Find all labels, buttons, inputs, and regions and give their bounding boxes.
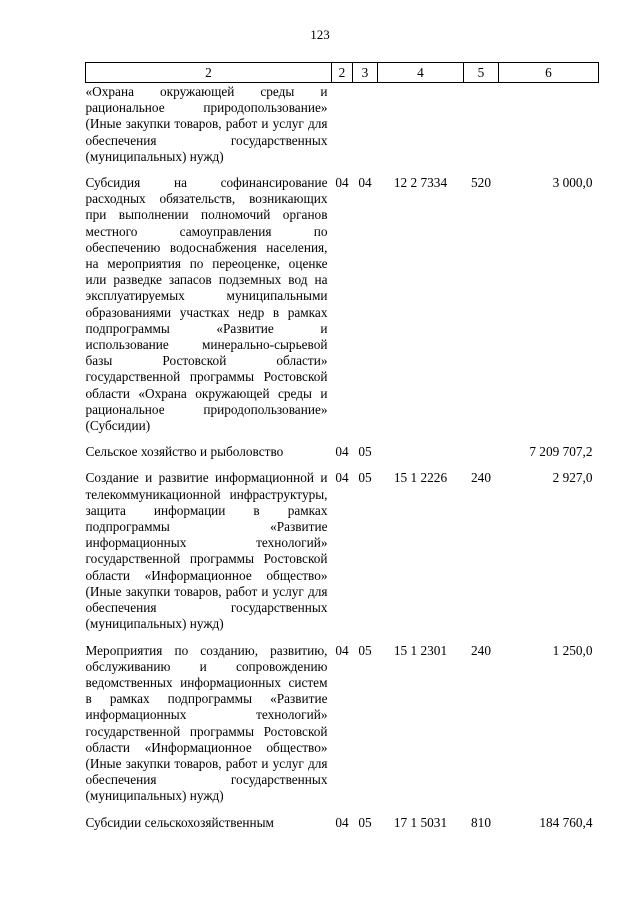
table-row xyxy=(86,165,599,434)
row-amount: 2 927,0 xyxy=(552,470,593,486)
row-amount: 184 760,4 xyxy=(539,814,593,830)
row-section: 04 xyxy=(335,444,349,460)
header-col-expense-type: 5 xyxy=(464,63,499,83)
table-row xyxy=(86,633,599,805)
row-subsection: 04 xyxy=(358,175,372,191)
row-amount: 7 209 707,2 xyxy=(529,444,593,460)
row-description: Сельское хозяйство и рыболовство xyxy=(85,444,284,460)
row-target-article: 17 1 5031 xyxy=(393,814,448,830)
row-target-article xyxy=(378,83,464,166)
row-section: 04 xyxy=(335,175,349,191)
row-description: Создание и развитие информационной и телекоммуникационной инфраструктуры, защита информации в рамках подпрограммы «Развитие информационных технологий» государственной программы Ростовской области «Информационное общество» (Иные закупки товаров, работ и услуг для обеспечения государственных (муниципальных) нужд) xyxy=(85,470,328,632)
header-col-subsection: 3 xyxy=(353,63,378,83)
row-description: Субсидия на софинансирование расходных обязательств, возникающих при выполнении полномочий органов местного самоуправления по обеспечению водоснабжения населения, на мероприятия по переоценке, оценке или разведке запасов подземных вод на эксплуатируемых муниципальными образованиями участках недр в рамках подпрограммы «Развитие и использование минерально-сырьевой базы Ростовской области» государственной программы Ростовской области «Охрана окружающей среды и рациональное природопользование» (Субсидии) xyxy=(85,175,328,434)
row-section: 04 xyxy=(335,814,349,830)
row-amount: 1 250,0 xyxy=(552,642,593,658)
table-row xyxy=(86,83,599,166)
row-expense-type: 810 xyxy=(471,814,491,830)
row-expense-type: 520 xyxy=(471,175,491,191)
page-number: 123 xyxy=(310,27,330,42)
row-description: «Охрана окружающей среды и рациональное природопользование» (Иные закупки товаров, работ и услуг для обеспечения государственных (муниципальных) нужд) xyxy=(85,84,328,164)
row-amount xyxy=(499,83,599,166)
row-subsection: 05 xyxy=(358,814,372,830)
table-row xyxy=(86,805,599,831)
header-col-description: 2 xyxy=(86,63,332,83)
header-col-target-article: 4 xyxy=(378,63,464,83)
row-section: 04 xyxy=(335,470,349,486)
row-expense-type: 240 xyxy=(471,470,491,486)
table-row xyxy=(86,434,599,460)
row-target-article: 12 2 7334 xyxy=(393,175,448,191)
header-col-amount: 6 xyxy=(499,63,599,83)
header-col-section: 2 xyxy=(332,63,353,83)
row-target-article: 15 1 2226 xyxy=(393,470,448,486)
row-subsection xyxy=(353,83,378,166)
row-expense-type xyxy=(464,434,499,460)
table-header-row xyxy=(86,63,599,83)
row-section xyxy=(332,83,353,166)
budget-table xyxy=(85,62,599,831)
row-target-article xyxy=(378,434,464,460)
row-subsection: 05 xyxy=(358,444,372,460)
row-subsection: 05 xyxy=(358,642,372,658)
table-row xyxy=(86,460,599,632)
row-description: Субсидии сельскохозяйственным xyxy=(85,814,274,830)
row-description: Мероприятия по созданию, развитию, обслуживанию и сопровождению ведомственных информационных систем в рамках подпрограммы «Развитие информационных технологий» государственной программы Ростовской области «Информационное общество» (Иные закупки товаров, работ и услуг для обеспечения государственных (муниципальных) нужд) xyxy=(85,642,328,804)
row-section: 04 xyxy=(335,642,349,658)
row-amount: 3 000,0 xyxy=(552,175,593,191)
row-expense-type xyxy=(464,83,499,166)
row-expense-type: 240 xyxy=(471,642,491,658)
row-subsection: 05 xyxy=(358,470,372,486)
row-target-article: 15 1 2301 xyxy=(393,642,448,658)
